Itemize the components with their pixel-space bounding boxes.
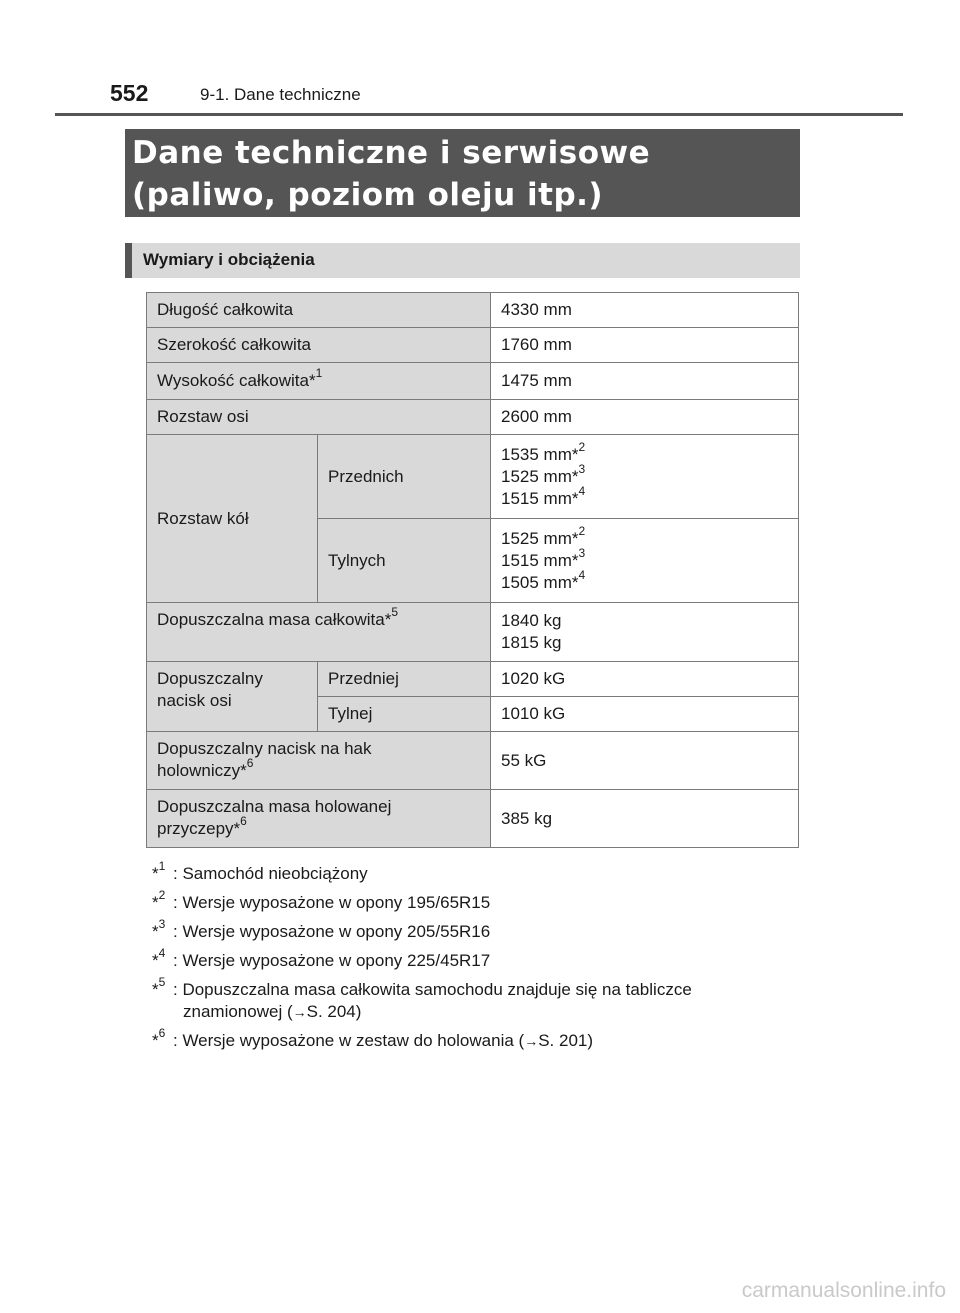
footnote: *$^4$ : Wersje wyposażone w opony 225/45R17 — [152, 946, 491, 970]
row-value: 2600 mm — [491, 400, 799, 435]
footnote: *$^2$ : Wersje wyposażone w opony 195/65R15 — [152, 888, 491, 912]
table-row — [147, 293, 799, 328]
table-row — [147, 732, 799, 790]
sub-label: Tylnej — [318, 697, 491, 732]
row-label: Wysokość całkowita*$^1$ — [147, 363, 491, 400]
header-rule — [55, 113, 903, 116]
row-label: Dopuszczalna masa całkowita*$^5$ — [147, 603, 491, 662]
row-value: 385 kg — [491, 790, 799, 848]
sub-label: Przednich — [318, 435, 491, 519]
footnotes — [152, 859, 802, 1059]
subsection-title: Wymiary i obciążenia — [143, 250, 315, 269]
table-row — [147, 363, 799, 400]
row-label: Długość całkowita — [147, 293, 491, 328]
running-head: 9-1. Dane techniczne — [200, 85, 361, 104]
row-label: Rozstaw kół — [147, 435, 318, 603]
row-value: 1010 kG — [491, 697, 799, 732]
sub-label: Przedniej — [318, 662, 491, 697]
row-label: Dopuszczalny nacisk na hak holowniczy*$^6$ — [147, 732, 491, 790]
watermark: carmanualsonline.info — [741, 1279, 946, 1302]
table-row — [147, 328, 799, 363]
table-row — [147, 662, 799, 697]
sub-label: Tylnych — [318, 519, 491, 603]
table-row — [147, 790, 799, 848]
footnote: *$^6$ : Wersje wyposażone w zestaw do holowania (→S. 201) — [152, 1026, 594, 1050]
table-row — [147, 435, 799, 519]
row-value: 1525 mm*$^2$ 1515 mm*$^3$ 1505 mm*$^4$ — [491, 519, 799, 603]
row-value: 1840 kg 1815 kg — [491, 603, 799, 662]
row-value: 55 kG — [491, 732, 799, 790]
page-number: 552 — [110, 80, 149, 106]
table-row — [147, 603, 799, 662]
subsection-bar — [125, 243, 132, 278]
table-row — [147, 400, 799, 435]
row-value: 1760 mm — [491, 328, 799, 363]
spec-table — [146, 292, 799, 848]
row-value: 1475 mm — [491, 363, 799, 400]
subsection-heading — [125, 243, 800, 278]
section-title-line2: (paliwo, poziom oleju itp.) — [132, 177, 604, 213]
row-label: Dopuszczalny nacisk osi — [147, 662, 318, 732]
footnote: *$^1$ : Samochód nieobciążony — [152, 859, 368, 883]
footnote: *$^5$ : Dopuszczalna masa całkowita samochodu znajduje się na tabliczce znamionowej (→S. 204) — [152, 975, 692, 1021]
row-label: Szerokość całkowita — [147, 328, 491, 363]
arrow-right-icon: → — [524, 1033, 539, 1049]
row-value: 1535 mm*$^2$ 1525 mm*$^3$ 1515 mm*$^4$ — [491, 435, 799, 519]
footnote: *$^3$ : Wersje wyposażone w opony 205/55R16 — [152, 917, 491, 941]
row-value: 1020 kG — [491, 662, 799, 697]
section-title-line1: Dane techniczne i serwisowe — [132, 135, 651, 171]
row-value: 4330 mm — [491, 293, 799, 328]
row-label: Rozstaw osi — [147, 400, 491, 435]
arrow-right-icon: → — [292, 1004, 307, 1020]
row-label: Dopuszczalna masa holowanej przyczepy*$^6$ — [147, 790, 491, 848]
section-banner — [125, 129, 800, 217]
